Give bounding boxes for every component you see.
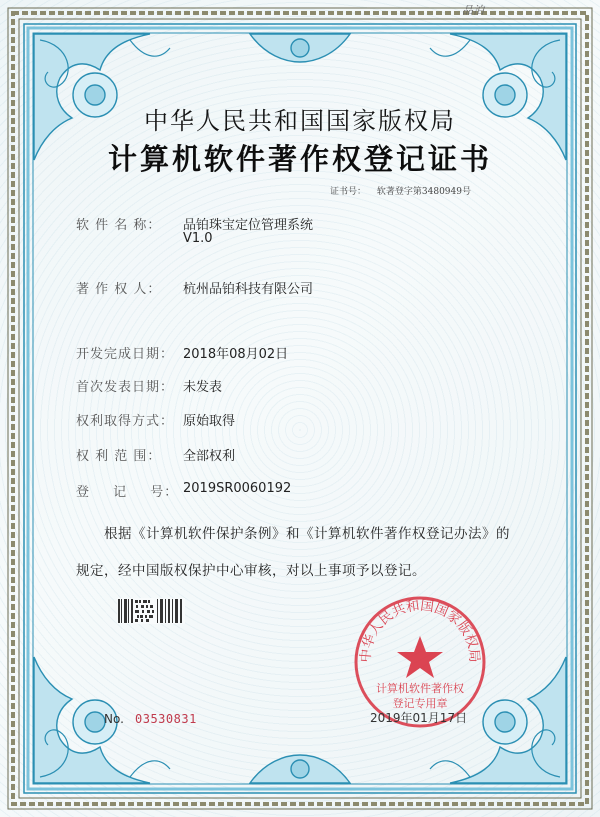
- serial-number-label: No.: [104, 712, 124, 726]
- copyright-owner-label: 著 作 权 人：: [76, 282, 162, 297]
- acquisition-method-value: 原始取得: [183, 414, 236, 429]
- seal-line-1: 计算机软件著作权: [376, 682, 464, 695]
- registration-number-label: 登 记 号：: [76, 485, 179, 500]
- certificate-number: [330, 184, 471, 197]
- publish-date-value: 未发表: [183, 380, 223, 395]
- serial-number-value: 03530831: [135, 712, 197, 726]
- seal-line-2: 登记专用章: [392, 697, 448, 710]
- completion-date-label: 开发完成日期：: [76, 347, 175, 362]
- handwritten-note: 品泊: [462, 4, 484, 17]
- issue-date: 2019年01月17日: [370, 711, 468, 725]
- issuer-title: 中华人民共和国国家版权局: [144, 107, 456, 135]
- seal-arc-text: 中华人民共和国国家版权局: [357, 597, 483, 664]
- copyright-owner-value: 杭州品铂科技有限公司: [183, 282, 314, 297]
- acquisition-method-label: 权利取得方式：: [76, 414, 175, 429]
- completion-date-value: 2018年08月02日: [183, 347, 289, 362]
- software-name-value: 品铂珠宝定位管理系统: [183, 218, 314, 233]
- certificate-number-value: 软著登字第3480949号: [376, 187, 471, 197]
- barcode: [117, 598, 185, 624]
- rights-scope-label: 权 利 范 围：: [76, 449, 162, 464]
- software-name-label: 软 件 名 称：: [76, 218, 162, 233]
- rights-scope-value: 全部权利: [183, 449, 236, 464]
- registration-number-value: 2019SR0060192: [183, 481, 292, 496]
- publish-date-label: 首次发表日期：: [76, 380, 175, 395]
- legal-basis-line-2: 规定，经中国版权保护中心审核，对以上事项予以登记。: [76, 563, 426, 579]
- software-version-value: V1.0: [183, 231, 213, 246]
- certificate-title: 计算机软件著作权登记证书: [107, 142, 492, 176]
- legal-basis-line-1: 根据《计算机软件保护条例》和《计算机软件著作权登记办法》的: [104, 526, 510, 542]
- seal-star-icon: [397, 636, 443, 678]
- certificate-number-label: 证书号：: [330, 187, 367, 197]
